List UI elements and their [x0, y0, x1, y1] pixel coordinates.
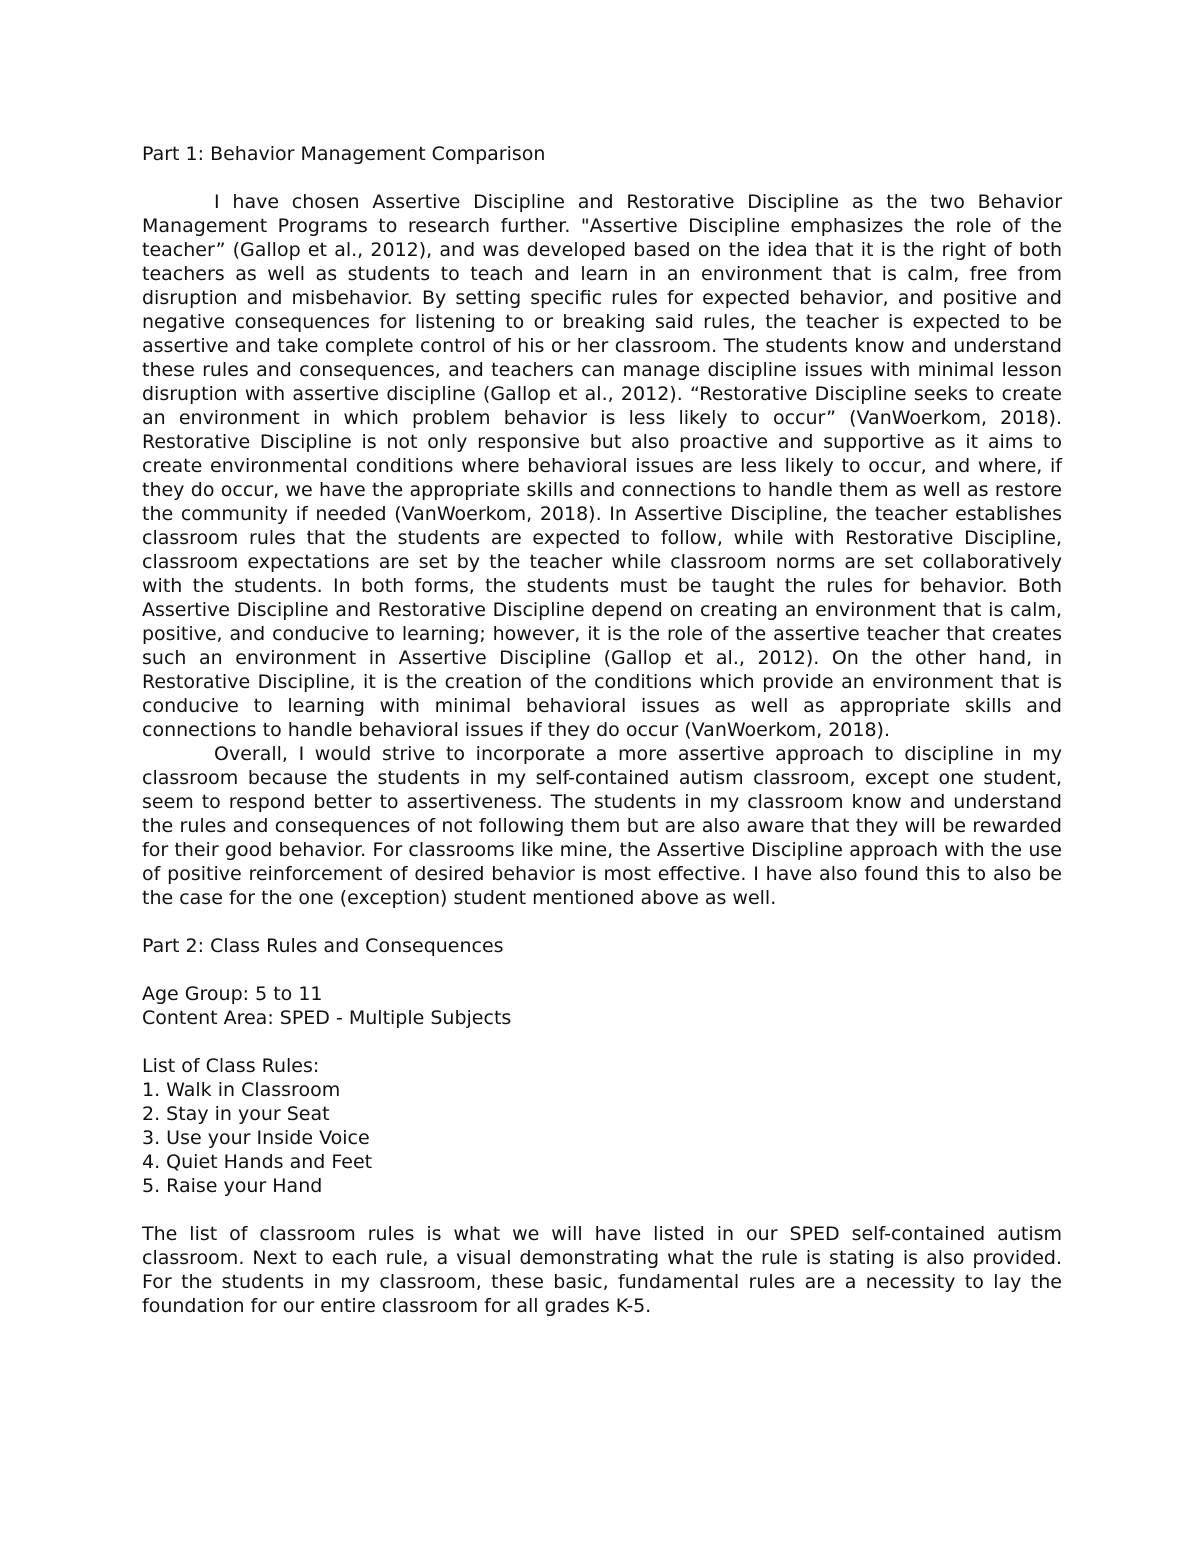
list-item: 4. Quiet Hands and Feet [142, 1151, 373, 1173]
list-item: 5. Raise your Hand [142, 1175, 323, 1197]
spacer [142, 166, 1062, 190]
list-item: 2. Stay in your Seat [142, 1103, 330, 1125]
spacer [142, 1198, 1062, 1222]
part1-paragraph-2: Overall, I would strive to incorporate a more assertive approach to discipline in my classroom because the students in my self-contained autism classroom, except one student, seem to respond better to assertiveness. The students in my classroom know and understand the rules and consequences of not following them but are also aware that they will be rewarded for their good behavior. For classrooms like mine, the Assertive Discipline approach with the use of positive reinforcement of desired behavior is most effective. I have also found this to also be the case for the one (exception) student mentioned above as well. [142, 743, 1062, 909]
closing-paragraph: The list of classroom rules is what we will have listed in our SPED self-contained autism classroom. Next to each rule, a visual demonstrating what the rule is stating is also provided. For the students in my classroom, these basic, fundamental rules are a necessity to lay the foundation for our entire classroom for all grades K-5. [142, 1223, 1062, 1317]
list-item: 1. Walk in Classroom [142, 1079, 341, 1101]
document-body [142, 142, 1062, 1318]
spacer [142, 1030, 1062, 1054]
spacer [142, 958, 1062, 982]
class-rules-list [142, 1078, 1062, 1198]
part1-heading: Part 1: Behavior Management Comparison [142, 143, 546, 165]
age-group: Age Group: 5 to 11 [142, 983, 323, 1005]
rules-heading: List of Class Rules: [142, 1055, 320, 1077]
spacer [142, 910, 1062, 934]
part2-heading: Part 2: Class Rules and Consequences [142, 935, 504, 957]
content-area: Content Area: SPED - Multiple Subjects [142, 1007, 512, 1029]
list-item: 3. Use your Inside Voice [142, 1127, 370, 1149]
part1-paragraph-1: I have chosen Assertive Discipline and Restorative Discipline as the two Behavior Management Programs to research further. "Assertive Discipline emphasizes the role of the teacher” (Gallop et al., 2012), and was developed based on the idea that it is the right of both teachers as well as students to teach and learn in an environment that is calm, free from disruption and misbehavior. By setting specific rules for expected behavior, and positive and negative consequences for listening to or breaking said rules, the teacher is expected to be assertive and take complete control of his or her classroom. The students know and understand these rules and consequences, and teachers can manage discipline issues with minimal lesson disruption with assertive discipline (Gallop et al., 2012). “Restorative Discipline seeks to create an environment in which problem behavior is less likely to occur” (VanWoerkom, 2018). Restorative Discipline is not only responsive but also proactive and supportive as it aims to create environmental conditions where behavioral issues are less likely to occur, and where, if they do occur, we have the appropriate skills and connections to handle them as well as restore the community if needed (VanWoerkom, 2018). In Assertive Discipline, the teacher establishes classroom rules that the students are expected to follow, while with Restorative Discipline, classroom expectations are set by the teacher while classroom norms are set collaboratively with the students. In both forms, the students must be taught the rules for behavior. Both Assertive Discipline and Restorative Discipline depend on creating an environment that is calm, positive, and conducive to learning; however, it is the role of the assertive teacher that creates such an environment in Assertive Discipline (Gallop et al., 2012). On the other hand, in Restorative Discipline, it is the creation of the conditions which provide an environment that is conducive to learning with minimal behavioral issues as well as appropriate skills and connections to handle behavioral issues if they do occur (VanWoerkom, 2018). [142, 191, 1062, 741]
